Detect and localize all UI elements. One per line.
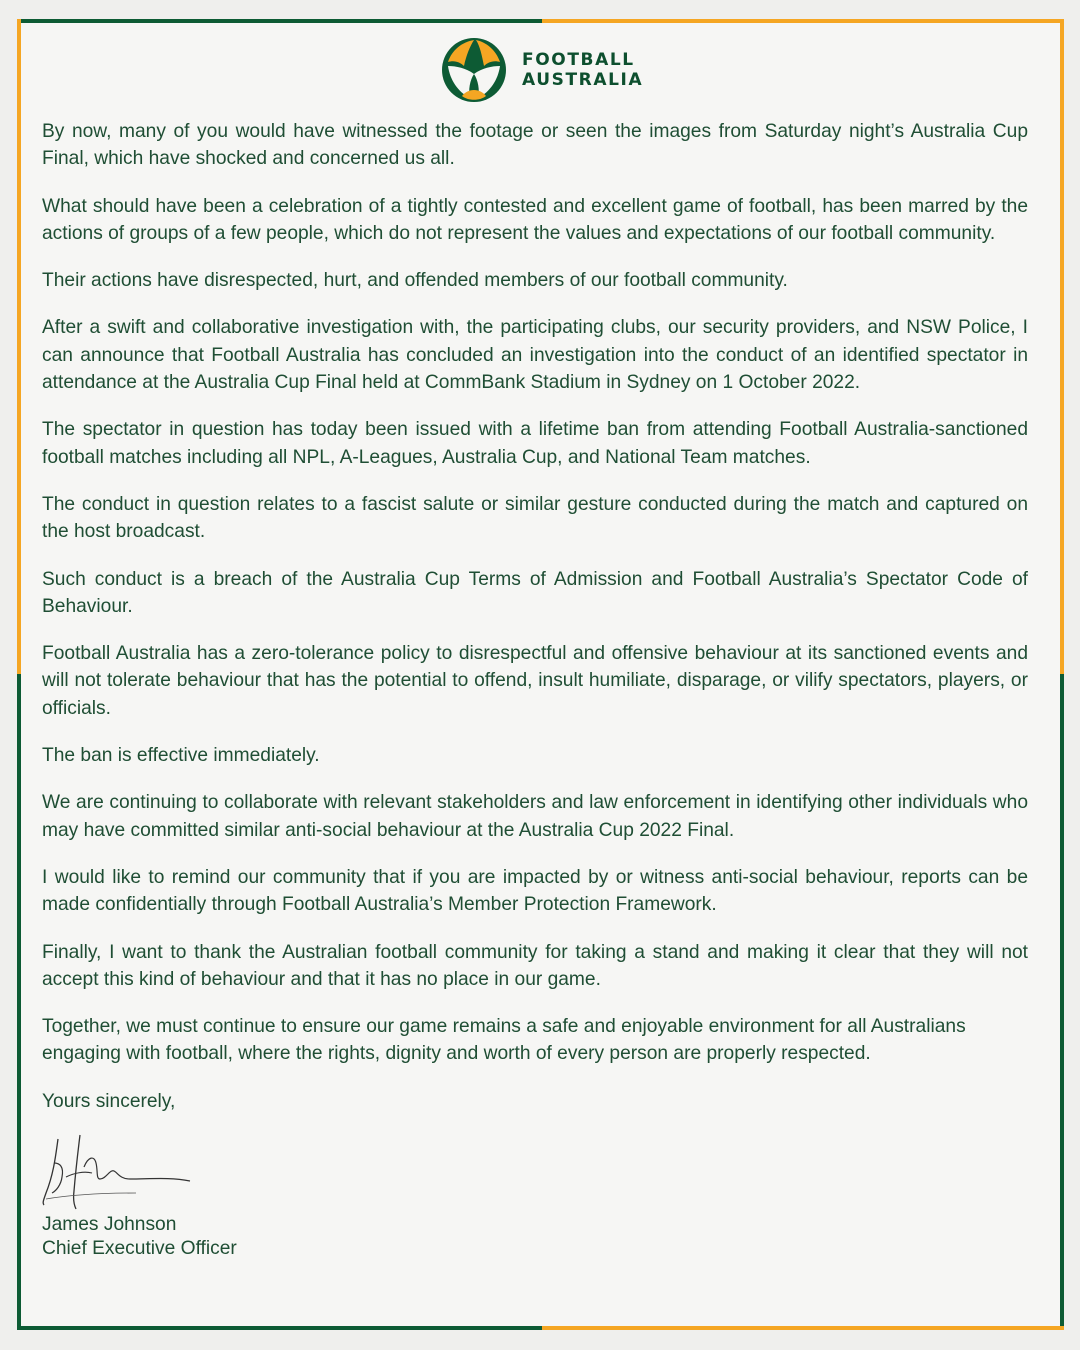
paragraph: After a swift and collaborative investigation with, the participating clubs, our security providers, and NSW Police, I can announce that Football Australia has concluded an investigation into the conduct of an identified spectator in attendance at the Australia Cup Final held at CommBank Stadium in Sydney on 1 October 2022. xyxy=(42,317,1028,394)
paragraph: Such conduct is a breach of the Australia Cup Terms of Admission and Football Australia’s Spectator Code of Behaviour. xyxy=(42,568,1028,617)
border-left-gold xyxy=(17,19,21,674)
border-bottom-gold xyxy=(542,1326,1064,1330)
border-top-green xyxy=(17,19,542,23)
border-right-green xyxy=(1060,674,1064,1330)
brand-logo xyxy=(440,36,643,104)
paragraph: Football Australia has a zero-tolerance policy to disrespectful and offensive behaviour at its sanctioned events and will not tolerate behaviour that has the potential to offend, insult humiliate, disparage, or vilify spectators, players, or officials. xyxy=(42,643,1028,719)
paragraph: By now, many of you would have witnessed the footage or seen the images from Saturday night’s Australia Cup Final, which have shocked and concerned us all. xyxy=(42,121,1028,170)
paragraph: What should have been a celebration of a tightly contested and excellent game of football, has been marred by the actions of groups of a few people, which do not represent the values and expectations of our football community. xyxy=(42,195,1028,244)
border-left-green xyxy=(17,674,21,1330)
football-australia-crest-icon xyxy=(440,36,508,104)
brand-wordmark xyxy=(522,50,643,90)
paragraph: The ban is effective immediately. xyxy=(42,745,320,767)
paragraph: Together, we must continue to ensure our game remains a safe and enjoyable environment for all Australians engaging with football, where the rights, dignity and worth of every person are properly respected. xyxy=(42,1016,966,1065)
signatory-title: Chief Executive Officer xyxy=(42,1238,237,1260)
paragraph: Finally, I want to thank the Australian football community for taking a stand and making it clear that they will not accept this kind of behaviour and that it has no place in our game. xyxy=(42,941,1028,990)
signatory-name: James Johnson xyxy=(42,1214,177,1236)
paragraph: Their actions have disrespected, hurt, and offended members of our football community. xyxy=(42,270,788,292)
border-top-gold xyxy=(542,19,1064,23)
paragraph: We are continuing to collaborate with relevant stakeholders and law enforcement in identifying other individuals who may have committed similar anti-social behaviour at the Australia Cup 2022 Final. xyxy=(42,792,1028,841)
border-bottom-green xyxy=(17,1326,542,1330)
closing-line: Yours sincerely, xyxy=(42,1090,176,1112)
paragraph: The conduct in question relates to a fascist salute or similar gesture conducted during the match and captured on the host broadcast. xyxy=(42,493,1028,543)
letter-body xyxy=(42,118,1028,1261)
border-right-gold xyxy=(1060,19,1064,674)
brand-line-1: FOOTBALL xyxy=(522,50,635,70)
paragraph: The spectator in question has today been issued with a lifetime ban from attending Football Australia-sanctioned football matches including all NPL, A-Leagues, Australia Cup, and National Team matches. xyxy=(42,419,1028,468)
signature-icon xyxy=(40,1133,200,1219)
paragraph: I would like to remind our community that if you are impacted by or witness anti-social behaviour, reports can be made confidentially through Football Australia’s Member Protection Framework. xyxy=(42,866,1028,916)
brand-line-2: AUSTRALIA xyxy=(522,70,644,90)
